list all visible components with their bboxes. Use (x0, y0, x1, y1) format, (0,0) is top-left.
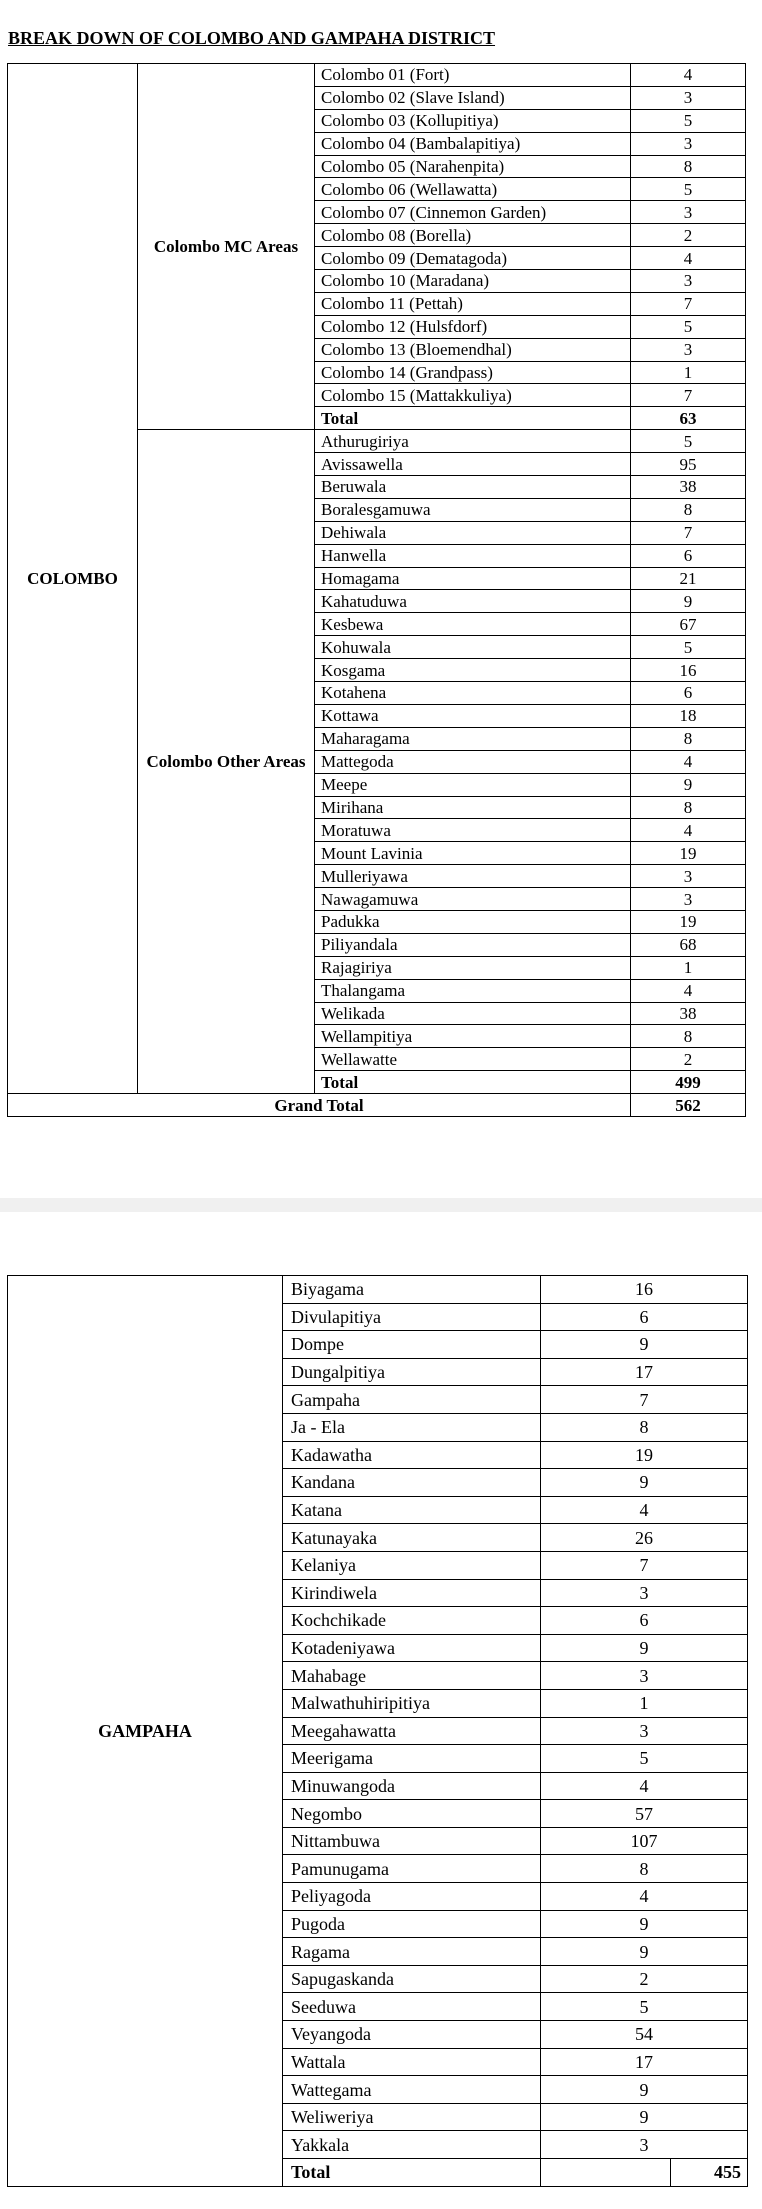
area-name: Colombo 02 (Slave Island) (315, 86, 631, 109)
area-count: 3 (631, 201, 746, 224)
area-count: 57 (541, 1800, 748, 1828)
area-name: Rajagiriya (315, 956, 631, 979)
area-count: 8 (631, 155, 746, 178)
area-name: Colombo 10 (Maradana) (315, 270, 631, 293)
area-count: 3 (541, 1717, 748, 1745)
area-count: 54 (541, 2021, 748, 2049)
area-name: Dehiwala (315, 521, 631, 544)
area-count: 19 (631, 842, 746, 865)
area-count: 8 (631, 498, 746, 521)
area-name: Mulleriyawa (315, 865, 631, 888)
area-count: 8 (541, 1855, 748, 1883)
area-name: Dungalpitiya (283, 1358, 541, 1386)
area-count: 7 (631, 292, 746, 315)
area-name: Welikada (315, 1002, 631, 1025)
page-title: BREAK DOWN OF COLOMBO AND GAMPAHA DISTRICT (8, 28, 496, 48)
area-name: Meegahawatta (283, 1717, 541, 1745)
area-name: Katana (283, 1496, 541, 1524)
area-count: 9 (631, 773, 746, 796)
subtotal-value: 499 (631, 1071, 746, 1094)
area-name: Kahatuduwa (315, 590, 631, 613)
area-name: Colombo 01 (Fort) (315, 64, 631, 87)
area-name: Wattegama (283, 2076, 541, 2104)
area-count: 9 (541, 2103, 748, 2131)
area-name: Colombo 15 (Mattakkuliya) (315, 384, 631, 407)
area-count: 5 (631, 178, 746, 201)
area-name: Padukka (315, 910, 631, 933)
area-name: Kotadeniyawa (283, 1634, 541, 1662)
area-count: 6 (541, 1607, 748, 1635)
area-count: 67 (631, 613, 746, 636)
area-name: Malwathuhiripitiya (283, 1689, 541, 1717)
total-value: 455 (671, 2159, 748, 2187)
area-name: Athurugiriya (315, 430, 631, 453)
area-count: 9 (631, 590, 746, 613)
area-name: Biyagama (283, 1276, 541, 1304)
district-cell: GAMPAHA (8, 1276, 283, 2187)
grand-total-label: Grand Total (8, 1094, 631, 1117)
area-count: 38 (631, 476, 746, 499)
area-name: Kohuwala (315, 636, 631, 659)
area-count: 5 (631, 109, 746, 132)
area-name: Seeduwa (283, 1993, 541, 2021)
area-name: Mattegoda (315, 750, 631, 773)
page-divider (0, 1198, 762, 1212)
area-name: Kesbewa (315, 613, 631, 636)
area-name: Thalangama (315, 979, 631, 1002)
area-count: 5 (541, 1745, 748, 1773)
group-cell-mc: Colombo MC Areas (138, 64, 315, 430)
area-name: Piliyandala (315, 933, 631, 956)
area-count: 107 (541, 1827, 748, 1855)
area-name: Colombo 09 (Dematagoda) (315, 247, 631, 270)
area-count: 1 (631, 361, 746, 384)
area-name: Wattala (283, 2048, 541, 2076)
area-count: 4 (631, 64, 746, 87)
area-name: Mirihana (315, 796, 631, 819)
area-name: Weliweriya (283, 2103, 541, 2131)
area-count: 8 (631, 1025, 746, 1048)
area-count: 6 (631, 682, 746, 705)
area-name: Ja - Ela (283, 1413, 541, 1441)
area-count: 3 (631, 132, 746, 155)
grand-total-row (8, 1094, 746, 1117)
area-count: 5 (631, 315, 746, 338)
area-count: 4 (541, 1496, 748, 1524)
area-count: 16 (631, 659, 746, 682)
area-count: 18 (631, 704, 746, 727)
area-count: 3 (631, 270, 746, 293)
area-name: Hanwella (315, 544, 631, 567)
area-name: Boralesgamuwa (315, 498, 631, 521)
area-count: 2 (631, 224, 746, 247)
area-name: Colombo 13 (Bloemendhal) (315, 338, 631, 361)
area-name: Colombo 07 (Cinnemon Garden) (315, 201, 631, 224)
area-count: 9 (541, 1938, 748, 1966)
area-name: Kottawa (315, 704, 631, 727)
area-count: 4 (631, 979, 746, 1002)
subtotal-label: Total (315, 407, 631, 430)
area-name: Yakkala (283, 2131, 541, 2159)
area-name: Wellampitiya (315, 1025, 631, 1048)
area-count: 1 (631, 956, 746, 979)
area-name: Colombo 05 (Narahenpita) (315, 155, 631, 178)
area-count: 3 (631, 865, 746, 888)
area-name: Negombo (283, 1800, 541, 1828)
area-count: 3 (541, 1579, 748, 1607)
area-name: Homagama (315, 567, 631, 590)
area-name: Divulapitiya (283, 1303, 541, 1331)
area-count: 6 (541, 1303, 748, 1331)
area-name: Wellawatte (315, 1048, 631, 1071)
area-name: Sapugaskanda (283, 1965, 541, 1993)
area-name: Nawagamuwa (315, 888, 631, 911)
area-count: 9 (541, 1331, 748, 1359)
area-name: Pamunugama (283, 1855, 541, 1883)
area-count: 9 (541, 1469, 748, 1497)
area-count: 4 (631, 819, 746, 842)
area-name: Kelaniya (283, 1551, 541, 1579)
area-name: Colombo 08 (Borella) (315, 224, 631, 247)
area-count: 2 (541, 1965, 748, 1993)
area-name: Meepe (315, 773, 631, 796)
area-count: 95 (631, 453, 746, 476)
area-count: 17 (541, 1358, 748, 1386)
area-count: 1 (541, 1689, 748, 1717)
area-count: 7 (631, 384, 746, 407)
total-spacer (541, 2159, 671, 2187)
area-count: 7 (541, 1551, 748, 1579)
area-count: 38 (631, 1002, 746, 1025)
area-name: Kochchikade (283, 1607, 541, 1635)
subtotal-label: Total (315, 1071, 631, 1094)
area-name: Katunayaka (283, 1524, 541, 1552)
area-name: Peliyagoda (283, 1883, 541, 1911)
area-count: 2 (631, 1048, 746, 1071)
area-name: Meerigama (283, 1745, 541, 1773)
area-count: 5 (631, 430, 746, 453)
area-count: 9 (541, 1634, 748, 1662)
area-count: 68 (631, 933, 746, 956)
area-count: 17 (541, 2048, 748, 2076)
area-count: 3 (631, 86, 746, 109)
area-name: Maharagama (315, 727, 631, 750)
area-count: 3 (541, 1662, 748, 1690)
area-count: 8 (631, 796, 746, 819)
area-count: 21 (631, 567, 746, 590)
area-count: 26 (541, 1524, 748, 1552)
area-name: Moratuwa (315, 819, 631, 842)
area-name: Dompe (283, 1331, 541, 1359)
area-name: Veyangoda (283, 2021, 541, 2049)
area-count: 5 (631, 636, 746, 659)
area-count: 4 (631, 750, 746, 773)
area-name: Mount Lavinia (315, 842, 631, 865)
table-row (8, 1276, 748, 1304)
area-name: Mahabage (283, 1662, 541, 1690)
area-name: Colombo 12 (Hulsfdorf) (315, 315, 631, 338)
gampaha-breakdown-table (7, 1275, 748, 2187)
area-count: 16 (541, 1276, 748, 1304)
area-count: 6 (631, 544, 746, 567)
area-name: Ragama (283, 1938, 541, 1966)
area-count: 4 (631, 247, 746, 270)
area-name: Nittambuwa (283, 1827, 541, 1855)
area-count: 19 (541, 1441, 748, 1469)
area-count: 7 (631, 521, 746, 544)
colombo-breakdown-table (7, 63, 746, 1117)
area-name: Beruwala (315, 476, 631, 499)
table-row (8, 64, 746, 87)
total-label: Total (283, 2159, 541, 2187)
area-count: 9 (541, 1910, 748, 1938)
area-count: 8 (631, 727, 746, 750)
area-name: Minuwangoda (283, 1772, 541, 1800)
area-name: Pugoda (283, 1910, 541, 1938)
area-name: Avissawella (315, 453, 631, 476)
area-name: Colombo 04 (Bambalapitiya) (315, 132, 631, 155)
district-cell: COLOMBO (8, 64, 138, 1094)
area-name: Kandana (283, 1469, 541, 1497)
area-name: Kadawatha (283, 1441, 541, 1469)
area-count: 4 (541, 1772, 748, 1800)
area-count: 9 (541, 2076, 748, 2104)
area-name: Colombo 06 (Wellawatta) (315, 178, 631, 201)
area-name: Kirindiwela (283, 1579, 541, 1607)
area-name: Colombo 11 (Pettah) (315, 292, 631, 315)
area-count: 3 (541, 2131, 748, 2159)
area-count: 3 (631, 888, 746, 911)
subtotal-value: 63 (631, 407, 746, 430)
area-count: 3 (631, 338, 746, 361)
area-name: Kotahena (315, 682, 631, 705)
area-name: Colombo 14 (Grandpass) (315, 361, 631, 384)
area-count: 5 (541, 1993, 748, 2021)
area-name: Gampaha (283, 1386, 541, 1414)
grand-total-value: 562 (631, 1094, 746, 1117)
area-count: 4 (541, 1883, 748, 1911)
group-cell-other: Colombo Other Areas (138, 430, 315, 1094)
area-count: 8 (541, 1413, 748, 1441)
area-name: Kosgama (315, 659, 631, 682)
area-count: 7 (541, 1386, 748, 1414)
area-name: Colombo 03 (Kollupitiya) (315, 109, 631, 132)
area-count: 19 (631, 910, 746, 933)
